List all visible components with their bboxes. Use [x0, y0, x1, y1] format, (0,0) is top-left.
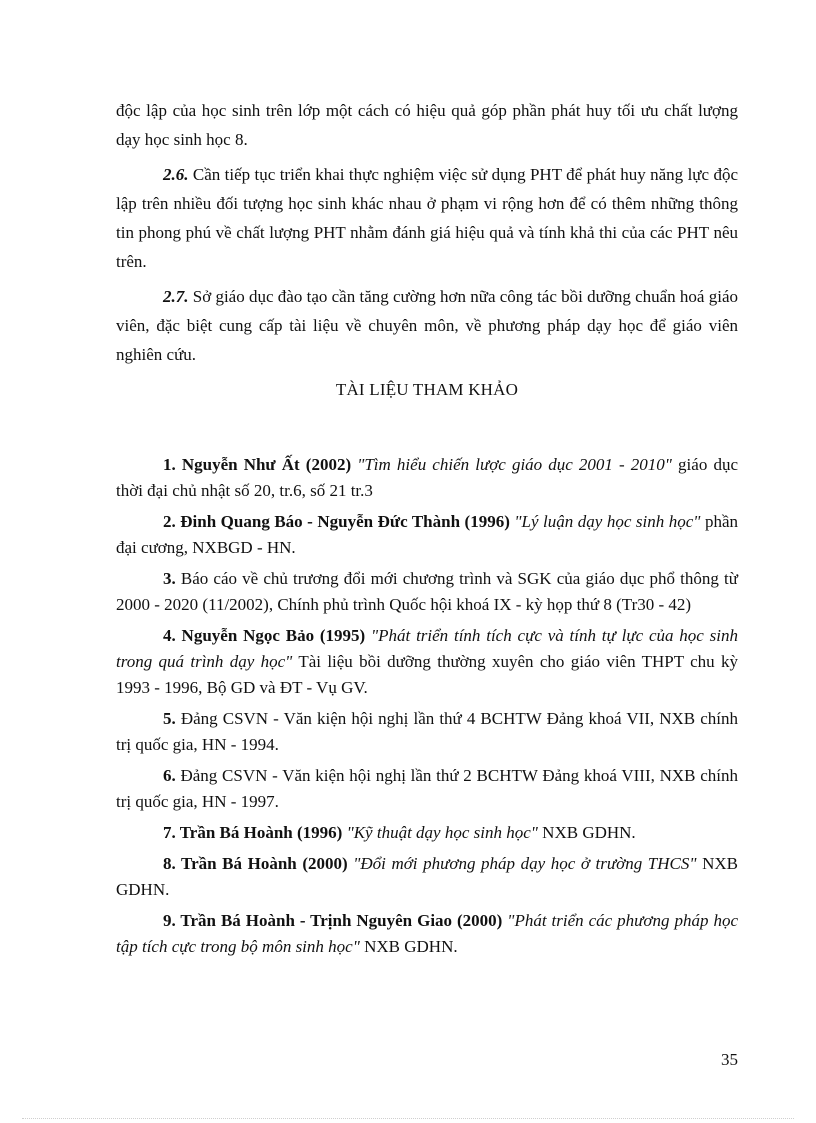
reference-item — [116, 566, 738, 618]
paragraph-continuation — [116, 96, 738, 154]
reference-item — [116, 452, 738, 504]
paragraph-2-6 — [116, 160, 738, 276]
paragraph-text: độc lập của học sinh trên lớp một cách có hiệu quả góp phần phát huy tối ưu chất lượng dạy học sinh học 8. — [116, 101, 738, 149]
reference-detail: NXB GDHN. — [116, 854, 738, 899]
section-number: 2.7. — [163, 287, 189, 306]
reference-detail: Tài liệu bồi dưỡng thường xuyên cho giáo viên THPT chu kỳ 1993 - 1996, Bộ GD và ĐT - Vụ GV. — [116, 652, 738, 697]
reference-detail: giáo dục thời đại chủ nhật số 20, tr.6, số 21 tr.3 — [116, 455, 738, 500]
reference-author: 2. Đinh Quang Báo - Nguyễn Đức Thành (1996) — [163, 512, 510, 531]
reference-list — [116, 452, 738, 960]
reference-detail: Đảng CSVN - Văn kiện hội nghị lần thứ 4 BCHTW Đảng khoá VII, NXB chính trị quốc gia, HN - 1994. — [116, 709, 738, 754]
reference-title: "Phát triển tính tích cực và tính tự lực của học sinh trong quá trình dạy học" — [116, 626, 738, 671]
reference-detail: phần đại cương, NXBGD - HN. — [116, 512, 738, 557]
reference-author: 7. Trần Bá Hoành (1996) — [163, 823, 343, 842]
reference-item — [116, 509, 738, 561]
page-number: 35 — [721, 1050, 738, 1069]
reference-detail: NXB GDHN. — [359, 937, 458, 956]
reference-number: 5. — [163, 709, 176, 728]
reference-item — [116, 851, 738, 903]
reference-number: 6. — [163, 766, 176, 785]
page-bottom-divider — [22, 1118, 794, 1119]
reference-title: "Phát triển các phương pháp học tập tích cực trong bộ môn sinh học" — [116, 911, 738, 956]
paragraph-text: Sở giáo dục đào tạo cần tăng cường hơn nữa công tác bồi dưỡng chuẩn hoá giáo viên, đặc biệt cung cấp tài liệu về chuyên môn, về phương pháp dạy học để giáo viên nghiên cứu. — [116, 287, 738, 364]
reference-item — [116, 763, 738, 815]
reference-detail: NXB GDHN. — [537, 823, 636, 842]
paragraph-text: Cần tiếp tục triển khai thực nghiệm việc sử dụng PHT để phát huy năng lực độc lập trên nhiều đối tượng học sinh khác nhau ở phạm vi rộng hơn để có thêm những thông tin phong phú về chất lượng PHT nhằm đánh giá hiệu quả và tính khả thi của các PHT nêu trên. — [116, 165, 738, 271]
document-page — [116, 96, 738, 965]
section-number: 2.6. — [163, 165, 189, 184]
reference-title: "Lý luận dạy học sinh học" — [509, 512, 701, 531]
references-heading: TÀI LIỆU THAM KHẢO — [335, 380, 519, 399]
reference-detail: Báo cáo về chủ trương đổi mới chương trình và SGK của giáo dục phổ thông từ 2000 - 2020 (11/2002), Chính phủ trình Quốc hội khoá IX - kỳ họp thứ 8 (Tr30 - 42) — [116, 569, 738, 614]
reference-number: 3. — [163, 569, 176, 588]
reference-detail: Đảng CSVN - Văn kiện hội nghị lần thứ 2 BCHTW Đảng khoá VIII, NXB chính trị quốc gia, HN - 1997. — [116, 766, 738, 811]
paragraph-2-7 — [116, 282, 738, 369]
reference-item — [116, 820, 738, 846]
reference-author: 8. Trần Bá Hoành (2000) — [163, 854, 348, 873]
reference-title: "Kỹ thuật dạy học sinh học" — [342, 823, 538, 842]
reference-title: "Đổi mới phương pháp dạy học ở trường THCS" — [347, 854, 697, 873]
reference-author: 4. Nguyễn Ngọc Bảo (1995) — [163, 626, 366, 645]
reference-author: 9. Trần Bá Hoành - Trịnh Nguyên Giao (2000) — [163, 911, 503, 930]
reference-item — [116, 908, 738, 960]
reference-item — [116, 706, 738, 758]
reference-author: 1. Nguyễn Như Ất (2002) — [163, 455, 352, 474]
reference-item — [116, 623, 738, 701]
reference-title: "Tìm hiểu chiến lược giáo dục 2001 - 2010" — [351, 455, 672, 474]
